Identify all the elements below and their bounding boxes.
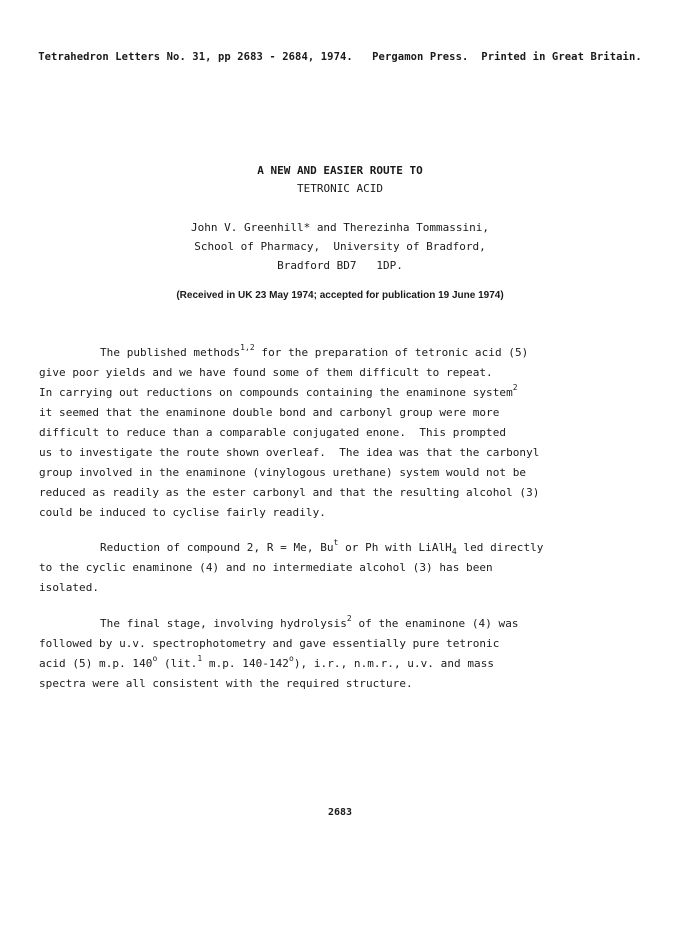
citation-sup: 1 — [197, 654, 203, 663]
para2-line-3: isolated. — [39, 581, 100, 594]
para1-line-7: group involved in the enaminone (vinylogous urethane) system would not be — [39, 466, 527, 479]
title-line-2: TETRONIC ACID — [296, 182, 384, 195]
para1-line-8: reduced as readily as the ester carbonyl and that the resulting alcohol (3) — [39, 486, 540, 499]
citation-sup: 2 — [512, 383, 518, 392]
citation-sup: 2 — [346, 614, 352, 623]
para1-line-1: The published methods$^{1,2}$ for the preparation of tetronic acid (5) — [100, 343, 529, 359]
para2-line-1: Reduction of compound 2, R = Me, Bu$^t$ or Ph with LiAlH$_4$ led directly — [100, 538, 544, 556]
para1-line-2: give poor yields and we have found some of them difficult to repeat. — [39, 366, 493, 379]
author-names: John V. Greenhill* and Therezinha Tommassini, — [190, 221, 489, 234]
degree-sup: o — [288, 654, 294, 663]
title-line-1: A NEW AND EASIER ROUTE TO — [257, 164, 423, 177]
para1-line-3: In carrying out reductions on compounds containing the enaminone system$^2$ — [39, 383, 518, 399]
para1-line-9: could be induced to cyclise fairly readily. — [39, 506, 326, 519]
subscript: 4 — [451, 547, 457, 556]
author-affiliation: School of Pharmacy, University of Bradford, — [194, 240, 486, 253]
author-address: Bradford BD7 1DP. — [277, 259, 403, 272]
page-number: 2683 — [327, 807, 353, 818]
para3-line-1: The final stage, involving hydrolysis$^2$ of the enaminone (4) was — [100, 614, 519, 630]
para3-line-2: followed by u.v. spectrophotometry and gave essentially pure tetronic — [39, 637, 500, 650]
degree-sup: o — [152, 654, 158, 663]
superscript: t — [333, 538, 339, 547]
para3-line-4: spectra were all consistent with the required structure. — [39, 677, 413, 690]
para1-line-5: difficult to reduce than a comparable conjugated enone. This prompted — [39, 426, 507, 439]
citation-sup: 1,2 — [240, 343, 255, 352]
para1-line-4: it seemed that the enaminone double bond and carbonyl group were more — [39, 406, 500, 419]
para2-line-2: to the cyclic enaminone (4) and no intermediate alcohol (3) has been — [39, 561, 493, 574]
journal-header: Tetrahedron Letters No. 31, pp 2683 - 2684, 1974. Pergamon Press. Printed in Great Britain. — [38, 51, 642, 63]
para3-line-3: acid (5) m.p. 140$^o$ (lit.$^1$ m.p. 140-142$^o$), i.r., n.m.r., u.v. and mass — [39, 654, 495, 670]
para1-line-6: us to investigate the route shown overleaf. The idea was that the carbonyl — [39, 446, 540, 459]
received-dates: (Received in UK 23 May 1974; accepted for publication 19 June 1974) — [176, 290, 504, 301]
